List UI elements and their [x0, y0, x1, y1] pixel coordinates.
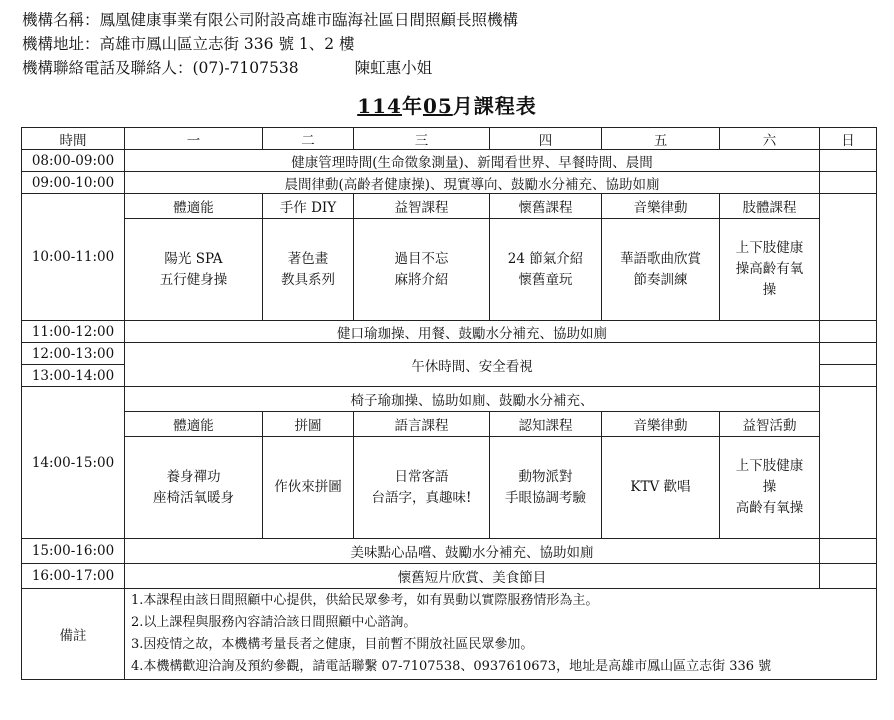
sunday-cell — [820, 387, 877, 539]
sunday-cell — [820, 539, 877, 564]
title-month: 05 — [422, 94, 453, 118]
row-1400-categories — [22, 412, 877, 437]
category-cell-tue: 拼圖 — [263, 412, 354, 437]
row-0800 — [22, 150, 877, 172]
contact-person: 陳虹惠小姐 — [354, 59, 433, 77]
row-1000-classes — [22, 219, 877, 321]
row-1000-categories — [22, 194, 877, 219]
class-cell-thu: 動物派對 手眼協調考驗 — [490, 437, 602, 539]
col-header-wed: 三 — [354, 128, 490, 150]
category-cell-tue: 手作 DIY — [263, 194, 354, 219]
sunday-cell — [820, 365, 877, 387]
time-cell: 08:00-09:00 — [22, 150, 125, 172]
class-cell-sat: 上下肢健康 操高齡有氧 操 — [720, 219, 820, 321]
col-header-time: 時間 — [22, 128, 125, 150]
category-cell-sat: 肢體課程 — [720, 194, 820, 219]
class-cell-tue: 作伙來拼圖 — [263, 437, 354, 539]
note-item: 1.本課程由該日間照顧中心提供，供給民眾參考，如有異動以實際服務情形為主。 — [131, 593, 599, 608]
time-cell: 15:00-16:00 — [22, 539, 125, 564]
category-cell-wed: 益智課程 — [354, 194, 490, 219]
facility-name: 機構名稱：鳳凰健康事業有限公司附設高雄市臨海社區日間照顧長照機構 — [22, 11, 519, 29]
class-cell-mon: 養身禪功 座椅活氧暖身 — [125, 437, 263, 539]
notes-cell — [125, 589, 877, 680]
time-cell: 14:00-15:00 — [22, 387, 125, 539]
facility-address: 機構地址：高雄市鳳山區立志街 336 號 1、2 樓 — [22, 35, 355, 53]
category-cell-fri: 音樂律動 — [602, 412, 720, 437]
sunday-cell — [820, 343, 877, 365]
category-cell-thu: 認知課程 — [490, 412, 602, 437]
category-cell-wed: 語言課程 — [354, 412, 490, 437]
note-item: 4.本機構歡迎洽詢及預約參觀，請電話聯繫 07-7107538、0937610673，地址是高雄市鳳山區立志街 336 號 — [131, 659, 772, 674]
col-header-sun: 日 — [820, 128, 877, 150]
class-cell-fri: 華語歌曲欣賞 節奏訓練 — [602, 219, 720, 321]
activity-cell: 椅子瑜珈操、協助如廁、鼓勵水分補充、 — [125, 387, 820, 412]
time-cell: 13:00-14:00 — [22, 365, 125, 387]
time-cell: 12:00-13:00 — [22, 343, 125, 365]
activity-cell: 健口瑜珈操、用餐、鼓勵水分補充、協助如廁 — [125, 321, 820, 343]
facility-header — [22, 8, 518, 80]
activity-cell: 美味點心品嚐、鼓勵水分補充、協助如廁 — [125, 539, 820, 564]
activity-cell: 懷舊短片欣賞、美食節目 — [125, 564, 820, 589]
row-1600 — [22, 564, 877, 589]
row-0900 — [22, 172, 877, 194]
class-cell-thu: 24 節氣介紹 懷舊童玩 — [490, 219, 602, 321]
time-cell: 10:00-11:00 — [22, 194, 125, 321]
header-row — [22, 128, 877, 150]
title-month-suffix: 月課程表 — [452, 94, 537, 118]
activity-cell: 晨間律動(高齡者健康操)、現實導向、鼓勵水分補充、協助如廁 — [125, 172, 820, 194]
sunday-cell — [820, 150, 877, 172]
time-cell: 11:00-12:00 — [22, 321, 125, 343]
class-cell-fri: KTV 歡唱 — [602, 437, 720, 539]
sunday-cell — [820, 564, 877, 589]
row-1100 — [22, 321, 877, 343]
class-cell-wed: 日常客語 台語字，真趣味! — [354, 437, 490, 539]
lunch-rest-cell: 午休時間、安全看視 — [125, 343, 820, 387]
category-cell-thu: 懷舊課程 — [490, 194, 602, 219]
class-cell-tue: 著色畫 教具系列 — [263, 219, 354, 321]
row-1400-classes — [22, 437, 877, 539]
class-cell-wed: 過目不忘 麻將介紹 — [354, 219, 490, 321]
category-cell-mon: 體適能 — [125, 194, 263, 219]
col-header-mon: 一 — [125, 128, 263, 150]
col-header-sat: 六 — [720, 128, 820, 150]
notes-label: 備註 — [22, 589, 125, 680]
class-cell-mon: 陽光 SPA 五行健身操 — [125, 219, 263, 321]
schedule-table — [21, 127, 877, 680]
class-cell-sat: 上下肢健康 操 高齡有氧操 — [720, 437, 820, 539]
category-cell-mon: 體適能 — [125, 412, 263, 437]
sunday-cell — [820, 172, 877, 194]
category-cell-fri: 音樂律動 — [602, 194, 720, 219]
col-header-tue: 二 — [263, 128, 354, 150]
title-year-suffix: 年 — [401, 94, 423, 118]
col-header-thu: 四 — [490, 128, 602, 150]
col-header-fri: 五 — [602, 128, 720, 150]
sunday-cell — [820, 194, 877, 321]
sunday-cell — [820, 321, 877, 343]
row-1200 — [22, 343, 877, 365]
activity-cell: 健康管理時間(生命徵象測量)、新聞看世界、早餐時間、晨間 — [125, 150, 820, 172]
note-item: 2.以上課程與服務內容請洽該日間照顧中心諮詢。 — [131, 615, 417, 630]
title-year: 114 — [357, 94, 402, 118]
category-cell-sat: 益智活動 — [720, 412, 820, 437]
row-1500 — [22, 539, 877, 564]
facility-contact — [22, 56, 518, 80]
notes-row — [22, 589, 877, 680]
row-1400-activity — [22, 387, 877, 412]
contact-phone: 機構聯絡電話及聯絡人：(07)-7107538 — [22, 59, 299, 77]
page-title — [0, 90, 894, 119]
note-item: 3.因疫情之故，本機構考量長者之健康，目前暫不開放社區民眾參加。 — [131, 637, 534, 652]
time-cell: 09:00-10:00 — [22, 172, 125, 194]
time-cell: 16:00-17:00 — [22, 564, 125, 589]
